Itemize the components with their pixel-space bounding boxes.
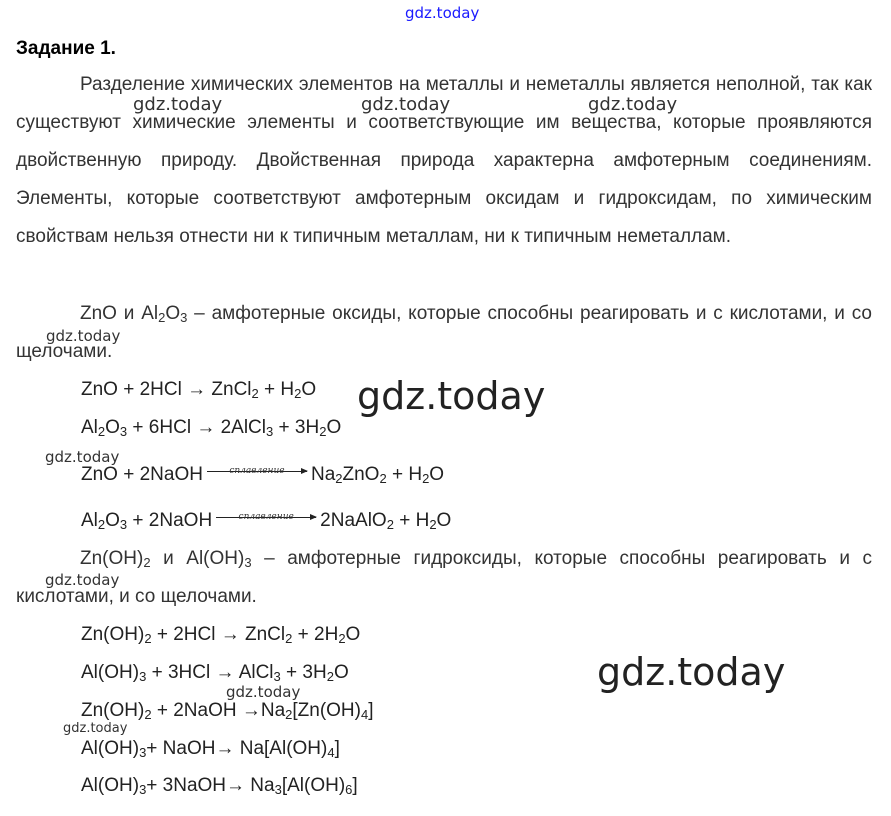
watermark: gdz.today <box>46 327 121 345</box>
watermark: gdz.today <box>45 448 120 466</box>
p2-end: – амфотерные оксиды, которые способны реагировать и с кислотами, и со щелочами. <box>16 303 872 362</box>
watermark: gdz.today <box>133 94 223 115</box>
equation-zno-hcl: ZnO + 2HCl → ZnCl$_2$ + $H_2O$ <box>81 379 317 401</box>
equation-znoh2-naoh: $Zn(OH)_2$ + 2NaOH $\to Na_2[Zn(OH)_4]$ <box>81 700 374 722</box>
watermark-large: gdz.today <box>357 374 546 418</box>
watermark: gdz.today <box>588 94 678 115</box>
p2-start: ZnO и Al <box>80 303 159 324</box>
equation-aloh3-3naoh: $Al(OH)_3+$ 3NaOH→ $Na_3[Al(OH)_6]$ <box>81 775 358 797</box>
watermark: gdz.today <box>361 94 451 115</box>
watermark: gdz.today <box>45 571 120 589</box>
paragraph-amphoteric-hydroxides: $Zn(OH)_2$ и $Al(OH)_3$ – амфотерные гидроксиды, которые способны реагировать и с кислотами, и со щелочами. <box>16 548 872 607</box>
equation-znoh2-hcl: $Zn(OH)_2 + 2HCl$ → ZnCl$_2$ + $2H_2O$ <box>81 624 361 646</box>
paragraph-amphoteric-oxides: ZnO и $Al_2O_3$ – амфотерные оксиды, которые способны реагировать и с кислотами, и со щелочами. <box>16 303 872 362</box>
equation-al2o3-hcl: $Al_2O_3 + 6HCl$ → 2AlCl$_3$ + $3H_2O$ <box>81 417 342 439</box>
watermark: gdz.today <box>226 683 301 701</box>
reaction-arrow <box>207 466 307 477</box>
equation-al2o3-naoh: $Al_2O_3$ + 2NaOH сплавление 2NaAlO$_2$ + $H_2O$ <box>81 508 451 534</box>
equation-zno-naoh: ZnO + 2NaOH сплавление $Na_2ZnO_2 + H_2O$ <box>81 462 444 488</box>
equation-aloh3-naoh: $Al(OH)_3+$ NaOH→ $Na[Al(OH)_4]$ <box>81 738 340 760</box>
watermark-top: gdz.today <box>405 4 480 22</box>
paragraph-intro: Разделение химических элементов на металлы и неметаллы является неполной, так как существуют химические элементы и соответствующие им вещества, которые проявляются двойственную природу. Двойственная природа характерна амфотерным соединениям. Элементы, которые соответствуют амфотерным оксидам и гидроксидам, по химическим свойствам нельзя отнести ни к типичным металлам, ни к типичным неметаллам. <box>16 74 872 247</box>
task-title: Задание 1. <box>16 38 116 59</box>
watermark: gdz.today <box>63 721 128 736</box>
equation-aloh3-hcl: $Al(OH)_3 + 3HCl$ → AlCl$_3$ + $3H_2O$ <box>81 662 349 684</box>
arrow-label-fusion: сплавление <box>229 466 285 477</box>
watermark-large: gdz.today <box>597 650 786 694</box>
reaction-arrow <box>216 512 316 523</box>
arrow-label-fusion: сплавление <box>238 512 294 523</box>
p2-mid: O <box>165 303 181 324</box>
